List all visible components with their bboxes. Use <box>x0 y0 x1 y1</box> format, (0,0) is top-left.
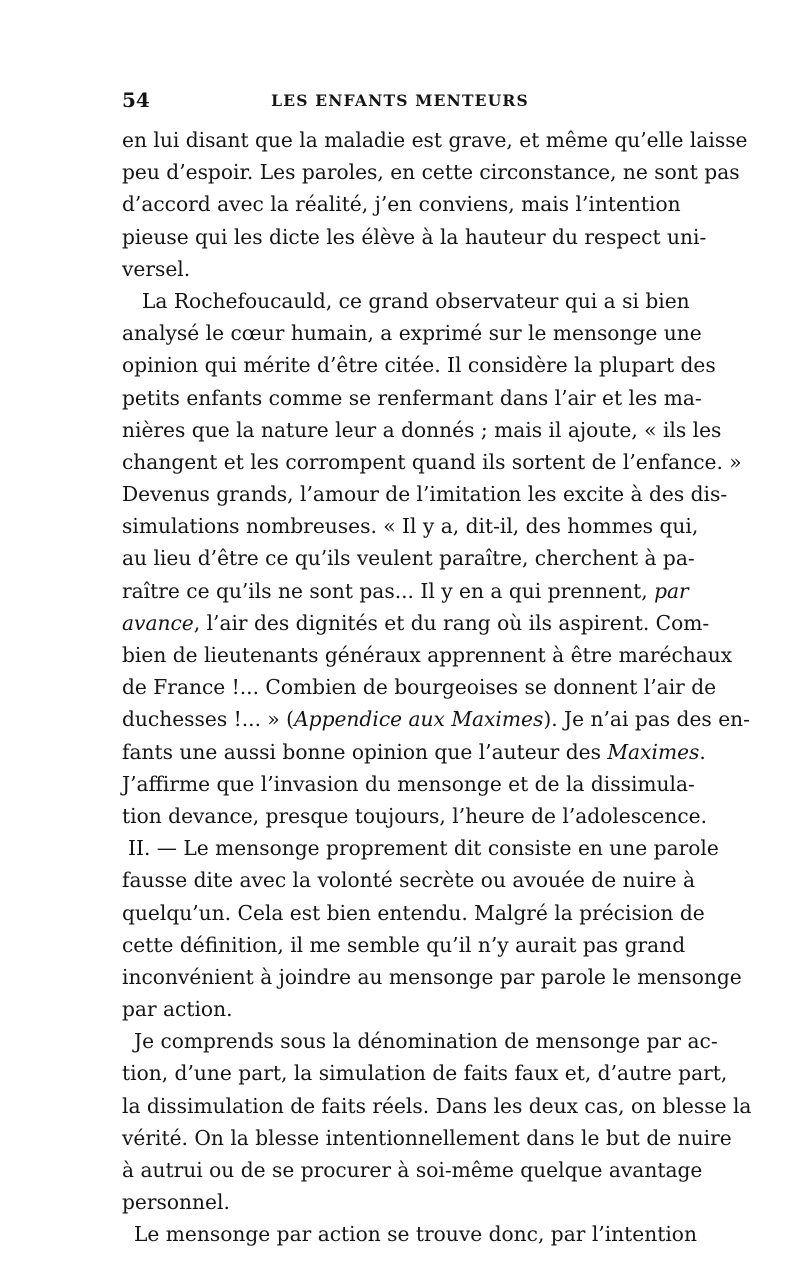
text-line: opinion qui mérite d’être citée. Il considère la plupart des <box>122 353 716 378</box>
text-line: la dissimulation de faits réels. Dans les deux cas, on blesse la <box>122 1093 752 1118</box>
line-text: ). Je n’ai pas des en- <box>543 707 750 732</box>
text-line: fausse dite avec la volonté secrète ou avouée de nuire à <box>122 868 696 893</box>
text-line: Le mensonge par action se trouve donc, par l’intention <box>134 1222 697 1247</box>
text-line: vérité. On la blesse intentionnellement dans le but de nuire <box>122 1125 732 1150</box>
text-line: cette définition, il me semble qu’il n’y aurait pas grand <box>122 932 686 957</box>
text-line <box>122 736 706 768</box>
text-line: bien de lieutenants généraux apprennent à être maréchaux <box>122 643 733 667</box>
line-text: duchesses !... » ( <box>122 707 295 732</box>
line-text: . <box>699 739 706 764</box>
text-line: II. — Le mensonge proprement dit consiste en une parole <box>128 836 719 861</box>
text-line: au lieu d’être ce qu’ils veulent paraître, cherchent à pa- <box>122 546 695 571</box>
italic-text: avance <box>122 610 194 635</box>
page-number: 54 <box>122 88 150 112</box>
text-line: changent et les corrompent quand ils sortent de l’enfance. » <box>122 449 742 474</box>
text-line: nières que la nature leur a donnés ; mais il ajoute, « ils les <box>122 417 722 442</box>
text-line: à autrui ou de se procurer à soi-même quelque avantage <box>122 1158 703 1182</box>
running-title: LES ENFANTS MENTEURS <box>271 91 529 110</box>
text-line: versel. <box>122 256 191 281</box>
text-line: tion devance, presque toujours, l’heure de l’adolescence. <box>122 803 708 828</box>
text-line: peu d’espoir. Les paroles, en cette circonstance, ne sont pas <box>122 160 740 185</box>
text-line: d’accord avec la réalité, j’en conviens, mais l’intention <box>122 192 681 217</box>
text-line: Je comprends sous la dénomination de mensonge par ac- <box>134 1029 718 1054</box>
text-line: pieuse qui les dicte les élève à la hauteur du respect uni- <box>122 224 707 249</box>
text-line: La Rochefoucauld, ce grand observateur qui a si bien <box>142 288 690 313</box>
text-line: tion, d’une part, la simulation de faits faux et, d’autre part, <box>122 1061 728 1086</box>
text-line: personnel. <box>122 1190 230 1215</box>
text-line: inconvénient à joindre au mensonge par parole le mensonge <box>122 964 742 989</box>
text-line <box>122 703 750 735</box>
text-line: J’affirme que l’invasion du mensonge et de la dissimula- <box>122 771 695 796</box>
line-text: , l’air des dignités et du rang où ils aspirent. Com- <box>193 610 710 635</box>
text-line <box>122 607 710 639</box>
text-line: de France !... Combien de bourgeoises se donnent l’air de <box>122 675 717 700</box>
italic-text: Appendice aux Maximes <box>294 707 544 732</box>
line-text: fants une aussi bonne opinion que l’auteur des <box>122 739 608 764</box>
text-line: analysé le cœur humain, a exprimé sur le mensonge une <box>122 321 702 346</box>
text-line: Devenus grands, l’amour de l’imitation les excite à des dis- <box>122 482 728 507</box>
italic-text: par <box>654 578 689 603</box>
text-line: petits enfants comme se renfermant dans l’air et les ma- <box>122 385 702 410</box>
running-head <box>122 88 678 118</box>
italic-text: Maximes <box>607 739 700 764</box>
text-line <box>122 575 689 607</box>
text-line: simulations nombreuses. « Il y a, dit-il, des hommes qui, <box>122 514 699 539</box>
text-line: par action. <box>122 997 233 1022</box>
line-text: raître ce qu’ils ne sont pas... Il y en a qui prennent, <box>122 578 655 603</box>
text-line: quelqu’un. Cela est bien entendu. Malgré la précision de <box>122 900 705 925</box>
text-line: en lui disant que la maladie est grave, et même qu’elle laisse <box>122 128 748 152</box>
body-text <box>122 124 752 1251</box>
